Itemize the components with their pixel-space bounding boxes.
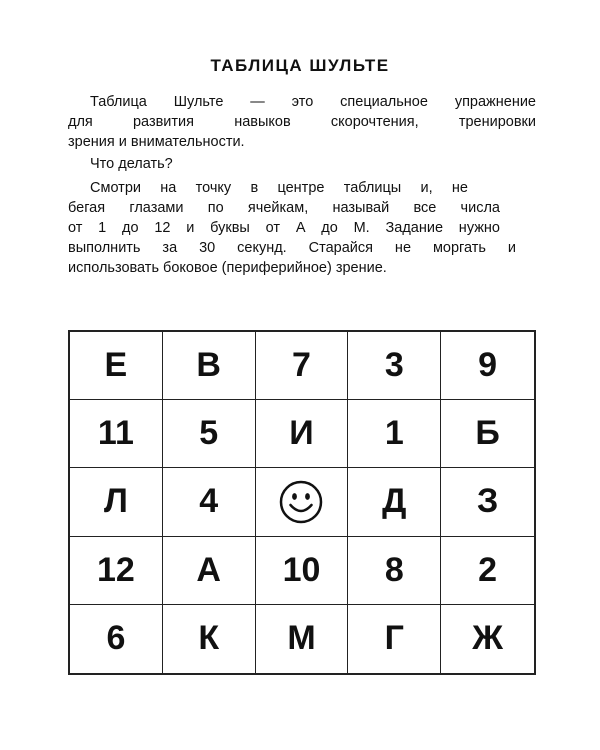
instructions-paragraph [68, 178, 516, 278]
table-cell: Д [348, 468, 441, 536]
table-cell: З [441, 468, 534, 536]
table-cell: 8 [348, 537, 441, 605]
schulte-table [68, 330, 536, 675]
table-cell: Ж [472, 619, 503, 658]
instructions-line: от 1 до 12 и буквы от А до М. Задание нужно [68, 220, 500, 236]
table-cell: 6 [70, 605, 163, 673]
instructions-line: Смотри на точку в центре таблицы и, не [90, 180, 468, 196]
table-cell: К [163, 605, 256, 673]
table-cell: М [256, 605, 349, 673]
table-cell: 3 [348, 332, 441, 400]
table-cell: 9 [441, 332, 534, 400]
table-cell: 11 [70, 400, 163, 468]
instructions-line: выполнить за 30 секунд. Старайся не моргать и [68, 240, 516, 256]
table-cell: А [163, 537, 256, 605]
table-cell: 4 [163, 468, 256, 536]
instructions-line: бегая глазами по ячейкам, называй все числа [68, 200, 500, 216]
question-text: Что делать? [90, 156, 173, 172]
table-cell: Б [441, 400, 534, 468]
table-cell: Г [348, 605, 441, 673]
table-cell: 12 [70, 537, 163, 605]
center-cell [256, 468, 349, 536]
smiley-face-icon [278, 479, 324, 525]
table-cell: 10 [256, 537, 349, 605]
table-cell: Е [70, 332, 163, 400]
intro-line: для развития навыков скорочтения, тренировки [68, 114, 536, 130]
table-cell: И [256, 400, 349, 468]
intro-paragraph [68, 92, 536, 152]
table-cell: 5 [163, 400, 256, 468]
question-paragraph [68, 154, 536, 174]
table-cell: В [163, 332, 256, 400]
intro-line: зрения и внимательности. [68, 134, 245, 150]
table-cell: 2 [441, 537, 534, 605]
instructions-line: использовать боковое (периферийное) зрение. [68, 260, 387, 276]
page-title: ТАБЛИЦА ШУЛЬТЕ [210, 56, 390, 75]
table-cell: 1 [348, 400, 441, 468]
intro-line: Таблица Шульте — это специальное упражнение [90, 94, 536, 110]
table-cell: 7 [256, 332, 349, 400]
table-cell: Л [70, 468, 163, 536]
